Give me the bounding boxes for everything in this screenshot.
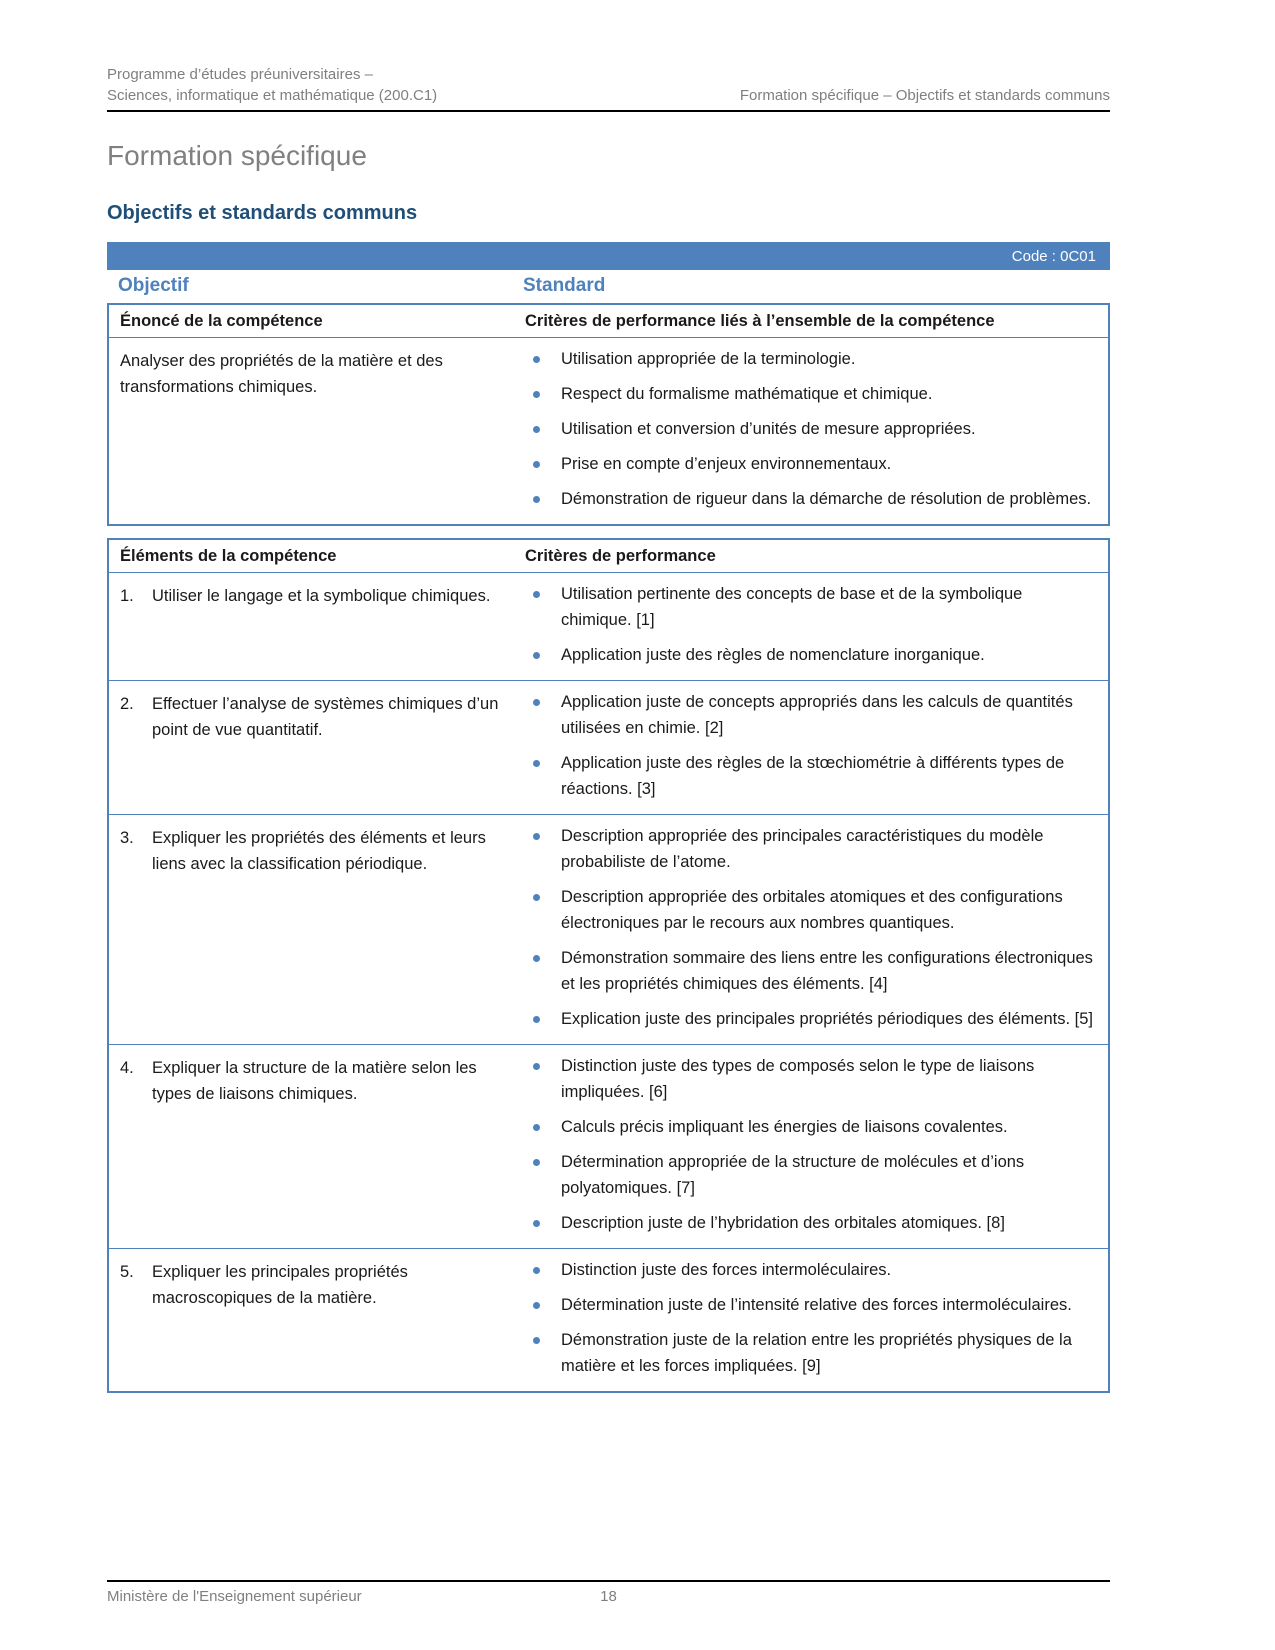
criterion-text: Utilisation et conversion d’unités de mesure appropriées. bbox=[561, 420, 976, 438]
page-title: Formation spécifique bbox=[107, 140, 367, 171]
criterion-item bbox=[517, 1292, 1098, 1318]
competence-statement-block bbox=[107, 303, 1110, 526]
element-text: Utiliser le langage et la symbolique chimiques. bbox=[152, 587, 491, 605]
bullet-icon bbox=[533, 496, 540, 503]
criterion-text: Application juste de concepts appropriés dans les calculs de quantités utilisées en chimie. [2] bbox=[561, 693, 1073, 737]
bullet-icon bbox=[533, 1337, 540, 1344]
element-cell bbox=[109, 1053, 517, 1236]
criterion-text: Utilisation pertinente des concepts de base et de la symbolique chimique. [1] bbox=[561, 585, 1023, 629]
criterion-item bbox=[517, 1114, 1098, 1140]
criterion-text: Description appropriée des orbitales atomiques et des configurations électroniques par le recours aux nombres quantiques. bbox=[561, 888, 1063, 932]
bullet-icon bbox=[533, 760, 540, 767]
criterion-item bbox=[517, 642, 1098, 668]
criterion-text: Explication juste des principales propriétés périodiques des éléments. [5] bbox=[561, 1010, 1093, 1028]
statement-header-left: Énoncé de la compétence bbox=[120, 312, 323, 330]
criterion-item bbox=[517, 581, 1098, 633]
criterion-item bbox=[517, 346, 1098, 372]
bullet-icon bbox=[533, 461, 540, 468]
criterion-text: Détermination juste de l’intensité relative des forces intermoléculaires. bbox=[561, 1296, 1072, 1314]
criteria-list bbox=[517, 689, 1108, 802]
criterion-item bbox=[517, 486, 1098, 512]
header-left-line2: Sciences, informatique et mathématique (200.C1) bbox=[107, 87, 438, 104]
element-cell bbox=[109, 581, 517, 668]
bullet-icon bbox=[533, 1016, 540, 1023]
criterion-text: Démonstration de rigueur dans la démarche de résolution de problèmes. bbox=[561, 490, 1092, 508]
criterion-item bbox=[517, 823, 1098, 875]
column-header-objectif: Objectif bbox=[118, 275, 189, 296]
element-text: Expliquer la structure de la matière selon les types de liaisons chimiques. bbox=[152, 1059, 477, 1103]
code-bar bbox=[107, 242, 1110, 270]
column-headers bbox=[107, 270, 1110, 303]
header-right: Formation spécifique – Objectifs et standards communs bbox=[739, 87, 1110, 104]
criterion-item bbox=[517, 1257, 1098, 1283]
bullet-icon bbox=[533, 699, 540, 706]
element-row bbox=[109, 1248, 1108, 1391]
competence-statement-body bbox=[109, 338, 1108, 524]
criterion-item bbox=[517, 945, 1098, 997]
criterion-item bbox=[517, 1006, 1098, 1032]
competence-statement-header bbox=[109, 305, 1108, 338]
elements-header-left: Éléments de la compétence bbox=[120, 547, 337, 565]
statement-header-right: Critères de performance liés à l’ensemble de la compétence bbox=[525, 312, 995, 330]
global-criteria-list bbox=[517, 346, 1108, 512]
running-footer bbox=[107, 1580, 1110, 1605]
code-label: Code : 0C01 bbox=[1011, 247, 1096, 265]
criterion-text: Description juste de l’hybridation des orbitales atomiques. [8] bbox=[561, 1214, 1005, 1232]
elements-header-right: Critères de performance bbox=[525, 547, 716, 565]
running-header bbox=[107, 0, 1110, 112]
header-left-line1: Programme d’études préuniversitaires – bbox=[107, 66, 373, 83]
bullet-icon bbox=[533, 591, 540, 598]
criterion-text: Distinction juste des types de composés selon le type de liaisons impliquées. [6] bbox=[561, 1057, 1035, 1101]
bullet-icon bbox=[533, 833, 540, 840]
criterion-item bbox=[517, 750, 1098, 802]
criterion-item bbox=[517, 1149, 1098, 1201]
footer-page-number: 18 bbox=[600, 1588, 617, 1605]
header-left bbox=[107, 64, 437, 106]
criterion-item bbox=[517, 381, 1098, 407]
criterion-text: Application juste des règles de nomenclature inorganique. bbox=[561, 646, 985, 664]
criterion-item bbox=[517, 1210, 1098, 1236]
criterion-item bbox=[517, 416, 1098, 442]
criterion-item bbox=[517, 689, 1098, 741]
element-cell bbox=[109, 689, 517, 802]
element-number: 1. bbox=[120, 587, 134, 605]
element-row bbox=[109, 814, 1108, 1044]
bullet-icon bbox=[533, 391, 540, 398]
bullet-icon bbox=[533, 1220, 540, 1227]
element-cell bbox=[109, 1257, 517, 1379]
criterion-text: Description appropriée des principales caractéristiques du modèle probabiliste de l’atome. bbox=[561, 827, 1044, 871]
element-cell bbox=[109, 823, 517, 1032]
criterion-text: Respect du formalisme mathématique et chimique. bbox=[561, 385, 933, 403]
competence-elements-rows bbox=[109, 573, 1108, 1391]
element-text: Expliquer les principales propriétés macroscopiques de la matière. bbox=[152, 1263, 408, 1307]
criteria-list bbox=[517, 1257, 1108, 1379]
element-row bbox=[109, 680, 1108, 814]
criterion-text: Démonstration juste de la relation entre les propriétés physiques de la matière et les forces impliquées. [9] bbox=[561, 1331, 1072, 1375]
bullet-icon bbox=[533, 652, 540, 659]
footer-ministry: Ministère de l'Enseignement supérieur bbox=[107, 1588, 362, 1605]
bullet-icon bbox=[533, 1302, 540, 1309]
competence-statement-text: Analyser des propriétés de la matière et des transformations chimiques. bbox=[120, 352, 443, 396]
bullet-icon bbox=[533, 1267, 540, 1274]
criteria-list bbox=[517, 1053, 1108, 1236]
element-text: Effectuer l’analyse de systèmes chimiques d’un point de vue quantitatif. bbox=[152, 695, 499, 739]
criterion-text: Calculs précis impliquant les énergies de liaisons covalentes. bbox=[561, 1118, 1008, 1136]
bullet-icon bbox=[533, 1124, 540, 1131]
criterion-text: Application juste des règles de la stœchiométrie à différents types de réactions. [3] bbox=[561, 754, 1065, 798]
element-number: 3. bbox=[120, 829, 134, 847]
bullet-icon bbox=[533, 1063, 540, 1070]
criterion-text: Distinction juste des forces intermoléculaires. bbox=[561, 1261, 892, 1279]
column-header-standard: Standard bbox=[523, 275, 606, 296]
bullet-icon bbox=[533, 356, 540, 363]
criteria-list bbox=[517, 823, 1108, 1032]
bullet-icon bbox=[533, 894, 540, 901]
competence-elements-header bbox=[109, 540, 1108, 573]
criteria-list bbox=[517, 581, 1108, 668]
element-text: Expliquer les propriétés des éléments et leurs liens avec la classification périodique. bbox=[152, 829, 486, 873]
element-number: 4. bbox=[120, 1059, 134, 1077]
bullet-icon bbox=[533, 1159, 540, 1166]
criterion-text: Utilisation appropriée de la terminologie. bbox=[561, 350, 856, 368]
element-row bbox=[109, 1044, 1108, 1248]
bullet-icon bbox=[533, 955, 540, 962]
element-row bbox=[109, 573, 1108, 680]
element-number: 5. bbox=[120, 1263, 134, 1281]
criterion-text: Démonstration sommaire des liens entre les configurations électroniques et les propriétés chimiques des éléments. [4] bbox=[561, 949, 1093, 993]
criterion-text: Détermination appropriée de la structure de molécules et d’ions polyatomiques. [7] bbox=[561, 1153, 1025, 1197]
criterion-item bbox=[517, 451, 1098, 477]
criterion-item bbox=[517, 1053, 1098, 1105]
page-subtitle: Objectifs et standards communs bbox=[107, 202, 418, 224]
criterion-item bbox=[517, 1327, 1098, 1379]
criterion-item bbox=[517, 884, 1098, 936]
bullet-icon bbox=[533, 426, 540, 433]
criterion-text: Prise en compte d’enjeux environnementaux. bbox=[561, 455, 892, 473]
element-number: 2. bbox=[120, 695, 134, 713]
competence-elements-block bbox=[107, 538, 1110, 1393]
